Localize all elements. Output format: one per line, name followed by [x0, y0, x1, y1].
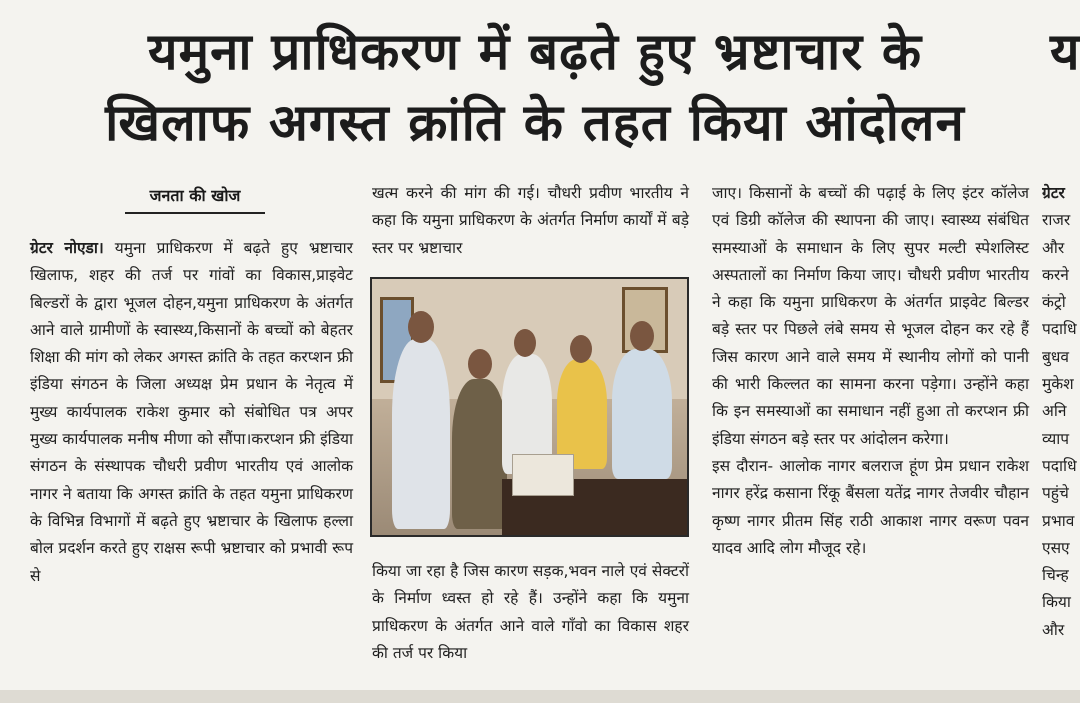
next-article-line-fragment: राजर	[1042, 211, 1071, 230]
next-article-line-fragment: और	[1042, 620, 1065, 639]
column-3-para-1: जाए। किसानों के बच्चों की पढ़ाई के लिए इंटर कॉलेज एवं डिग्री कॉलेज की स्थापना की जाए। स्वास्थ्य संबंधित समस्याओं के समाधान के लिए सुपर मल्टी स्पेशलिस्ट अस्पतालों का निर्माण किया जाए। चौधरी प्रवीण भारतीय ने कहा कि यमुना प्राधिकरण के अंतर्गत प्राइवेट बिल्डर बड़े स्तर पर पिछले लंबे समय से भूजल दोहन कर रहे हैं जिस कारण आने वाले समय में स्थानीय लोगों को पानी की भारी किल्लत का सामना करना पड़ेगा। उन्होंने कहा कि इन समस्याओं का समाधान नहीं हुआ तो करप्शन फ्री इंडिया संगठन बड़े स्तर पर आंदोलन करेगा।	[712, 184, 1029, 448]
next-article-line-fragment: करने	[1042, 265, 1069, 284]
photo-person-head	[468, 349, 492, 379]
next-article-column-fragment	[1042, 180, 1080, 644]
photo-person	[612, 349, 672, 479]
photo-person-head	[570, 335, 592, 363]
article-column-1	[30, 235, 353, 590]
page-bottom-edge	[0, 690, 1080, 703]
headline-line-2: खिलाफ अगस्त क्रांति के तहत किया आंदोलन	[105, 94, 965, 153]
next-article-line-fragment: पदाधि	[1042, 320, 1077, 339]
next-article-line-fragment: चिन्ह	[1042, 566, 1069, 585]
column-2-bottom-text: किया जा रहा है जिस कारण सड़क,भवन नाले एवं सेक्टरों के निर्माण ध्वस्त हो रहे हैं। उन्होंने कहा कि यमुना प्राधिकरण के अंतर्गत आने वाले गाँवो का विकास शहर की तर्ज पर किया	[372, 562, 689, 662]
column-1-text: यमुना प्राधिकरण में बढ़ते हुए भ्रष्टाचार खिलाफ, शहर की तर्ज पर गांवों का विकास,प्राइवेट बिल्डरों के द्वारा भूजल दोहन,यमुना प्राधिकरण के अंतर्गत आने वाले ग्रामीणों के स्वास्थ्य,किसानों के बच्चों को बेहतर शिक्षा की मांग को लेकर अगस्त क्रांति के तहत करप्शन फ्री इंडिया संगठन के जिला अध्यक्ष प्रेम प्रधान के नेतृत्व में मुख्य कार्यपालक राकेश कुमार को संबोधित पत्र अपर मुख्य कार्यपालक मनीष मीणा को सौंपा।करप्शन फ्री इंडिया संगठन के संस्थापक चौधरी प्रवीण भारतीय एवं आलोक नागर ने बताया कि अगस्त क्रांति के तहत यमुना प्राधिकरण के विभिन्न विभागों में बढ़ते हुए भ्रष्टाचार के खिलाफ हल्ला बोल प्रदर्शन करते हुए राक्षस रूपी भ्रष्टाचार को प्रभावी रूप से	[30, 239, 353, 585]
article-column-2-top	[372, 180, 689, 262]
photo-person	[452, 379, 507, 529]
next-article-line-fragment: किया	[1042, 593, 1071, 612]
photo-person-head	[408, 311, 434, 343]
next-article-headline-fragment: य	[1050, 23, 1080, 82]
next-article-line-fragment: अनि	[1042, 402, 1067, 421]
column-2-top-text: खत्म करने की मांग की गई। चौधरी प्रवीण भारतीय ने कहा कि यमुना प्राधिकरण के अंतर्गत निर्माण कार्यों में बड़े स्तर पर भ्रष्टाचार	[372, 184, 689, 257]
news-photo	[370, 277, 689, 537]
column-3-para-2: इस दौरान- आलोक नागर बलराज हूंण प्रेम प्रधान राकेश नागर हरेंद्र कसाना रिंकू बैंसला यतेंद्र नागर तेजवीर चौहान कृष्ण नागर प्रीतम सिंह राठी आकाश नागर वरूण पवन यादव आदि लोग मौजूद रहे।	[712, 456, 1029, 557]
dateline: ग्रेटर नोएडा।	[30, 239, 104, 257]
next-article-line-fragment: पदाधि	[1042, 456, 1077, 475]
headline-line-1: यमुना प्राधिकरण में बढ़ते हुए भ्रष्टाचार के	[148, 23, 922, 82]
photo-person-head	[514, 329, 536, 357]
photo-person	[557, 359, 607, 469]
photo-person-head	[630, 321, 654, 351]
photo-papers	[512, 454, 574, 496]
next-article-line-fragment: पहुंचे	[1042, 484, 1069, 503]
article-column-3	[712, 180, 1029, 562]
next-article-line-fragment: कंट्रो	[1042, 293, 1066, 312]
article-column-2-bottom	[372, 558, 689, 667]
next-article-line-fragment: मुकेश	[1042, 375, 1074, 394]
next-article-line-fragment: बुधव	[1042, 347, 1070, 366]
byline: जनता की खोज	[125, 184, 265, 214]
next-article-line-fragment: ग्रेटर	[1042, 184, 1065, 202]
next-article-line-fragment: एसए	[1042, 538, 1070, 557]
photo-person	[392, 339, 450, 529]
next-article-line-fragment: व्याप	[1042, 429, 1070, 448]
next-article-line-fragment: प्रभाव	[1042, 511, 1075, 530]
next-article-line-fragment: और	[1042, 238, 1065, 257]
